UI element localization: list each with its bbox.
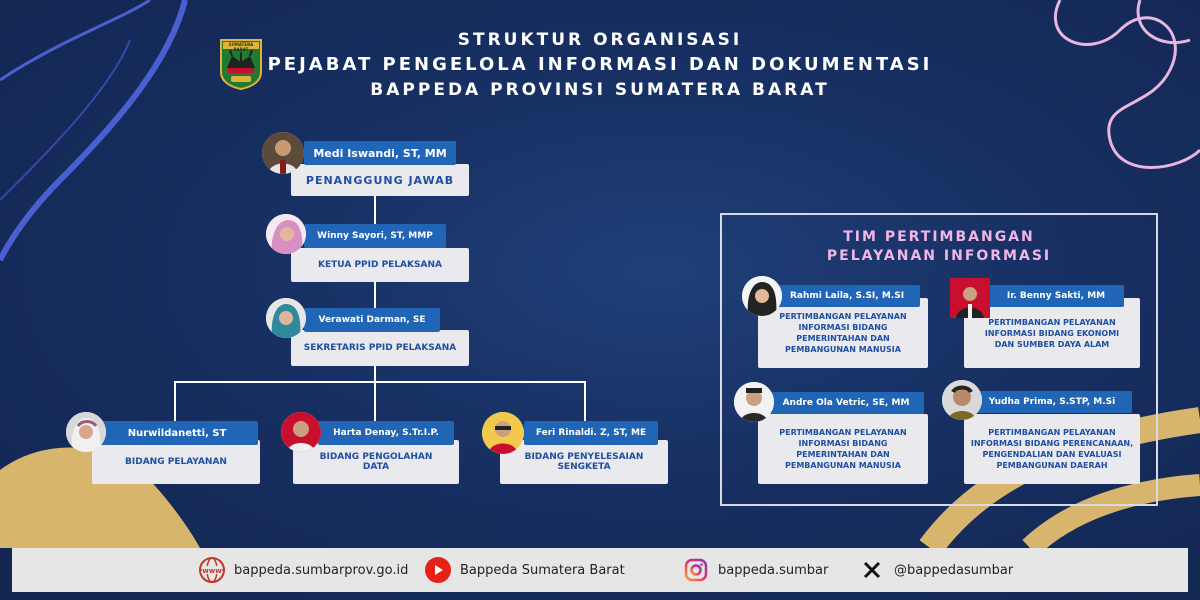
decor-left-curve	[0, 0, 185, 260]
avatar-team-1	[742, 276, 782, 316]
decor-pink-loops	[1055, 0, 1200, 168]
team-card-1-name: Rahmi Laila, S.SI, M.SI	[774, 285, 920, 307]
connector-division-2	[374, 381, 376, 421]
footer-website[interactable]	[198, 548, 408, 592]
team-card-2-name: Ir. Benny Sakti, MM	[988, 285, 1124, 307]
team-card-3-role-line2: INFORMASI BIDANG	[798, 439, 888, 448]
team-card-3-role-line3: PEMERINTAHAN DAN	[796, 450, 890, 459]
team-card-2-role-line3: DAN SUMBER DAYA ALAM	[994, 339, 1110, 349]
avatar-division-1	[66, 412, 106, 452]
org-card-secretary-role: SEKRETARIS PPID PELAKSANA	[291, 330, 469, 366]
org-card-chair-role: KETUA PPID PELAKSANA	[291, 248, 469, 282]
team-card-4-name: Yudha Prima, S.STP, M.Si	[972, 391, 1132, 413]
org-card-division-3-name: Feri Rinaldi. Z, ST, ME	[524, 421, 658, 445]
footer-bar	[12, 548, 1188, 592]
avatar-secretary	[266, 298, 306, 338]
org-card-secretary-name: Verawati Darman, SE	[304, 308, 440, 332]
org-card-division-3-role-line2: SENGKETA	[557, 462, 611, 472]
org-card-division-3-role-line1: BIDANG PENYELESAIAN	[524, 452, 644, 462]
globe-www-icon	[198, 556, 226, 584]
connector-division-1	[174, 381, 176, 421]
avatar-head	[262, 132, 304, 174]
instagram-icon	[682, 556, 710, 584]
org-card-division-3-role	[500, 440, 668, 484]
org-card-division-1-role: BIDANG PELAYANAN	[92, 440, 260, 484]
team-card-1-role-line1: PERTIMBANGAN PELAYANAN	[779, 312, 907, 321]
logo-banner-text: SUMATERA BARAT	[228, 42, 254, 52]
title-line-3: BAPPEDA PROVINSI SUMATERA BARAT	[370, 80, 830, 100]
team-card-3-role-line1: PERTIMBANGAN PELAYANAN	[779, 428, 907, 437]
team-card-3-name: Andre Ola Vetric, SE, MM	[768, 392, 924, 414]
title-line-2: PEJABAT PENGELOLA INFORMASI DAN DOKUMENTASI	[267, 54, 933, 75]
svg-text:www: www	[202, 567, 222, 575]
team-card-4-role-line3: PENGENDALIAN DAN EVALUASI	[982, 450, 1122, 459]
decor-topleft-wave	[0, 0, 150, 80]
team-card-1-role-line3: PEMERINTAHAN DAN	[796, 334, 890, 343]
org-card-division-2-role-line1: BIDANG PENGOLAHAN	[319, 452, 433, 462]
org-card-head-role: PENANGGUNG JAWAB	[291, 164, 469, 196]
org-card-division-2-name: Harta Denay, S.Tr.I.P.	[318, 421, 454, 445]
footer-instagram-text: bappeda.sumbar	[718, 562, 829, 578]
title-line-1: STRUKTUR ORGANISASI	[457, 30, 743, 50]
avatar-team-3	[734, 382, 774, 422]
org-card-division-2-role	[293, 440, 459, 484]
avatar-chair	[266, 214, 306, 254]
team-card-4-role-line4: PEMBANGUNAN DAERAH	[996, 461, 1108, 470]
youtube-icon	[424, 556, 452, 584]
connector-division-3	[584, 381, 586, 421]
avatar-division-2	[281, 412, 321, 452]
avatar-team-2	[950, 278, 990, 318]
footer-youtube[interactable]	[424, 548, 625, 592]
decor-pink-loops-2	[1138, 0, 1190, 43]
connector-secretary-divisions	[374, 366, 376, 382]
team-title-line-2: PELAYANAN INFORMASI	[826, 248, 1052, 264]
team-card-3-role	[758, 414, 928, 484]
footer-x-text: @bappedasumbar	[894, 562, 1014, 578]
avatar-division-3	[482, 412, 524, 454]
team-card-2-role	[964, 298, 1140, 368]
team-card-4-role	[964, 414, 1140, 484]
org-card-head-name: Medi Iswandi, ST, MM	[304, 141, 456, 165]
team-card-3-role-line4: PEMBANGUNAN MANUSIA	[785, 461, 901, 470]
footer-website-text: bappeda.sumbarprov.go.id	[234, 562, 409, 578]
avatar-team-4	[942, 380, 982, 420]
team-title-line-1: TIM PERTIMBANGAN	[843, 229, 1035, 245]
connector-divisions-horizontal	[174, 381, 586, 383]
x-icon	[858, 556, 886, 584]
footer-x[interactable]	[858, 548, 1013, 592]
team-card-2-role-line2: INFORMASI BIDANG EKONOMI	[984, 328, 1120, 338]
team-card-1-role	[758, 298, 928, 368]
footer-instagram[interactable]	[682, 548, 828, 592]
team-card-1-role-line2: INFORMASI BIDANG	[798, 323, 888, 332]
team-card-2-role-line1: PERTIMBANGAN PELAYANAN	[988, 317, 1116, 327]
org-card-division-2-role-line2: DATA	[362, 462, 390, 472]
team-card-4-role-line1: PERTIMBANGAN PELAYANAN	[988, 428, 1116, 437]
team-card-1-role-line4: PEMBANGUNAN MANUSIA	[785, 345, 901, 354]
org-card-chair-name: Winny Sayori, ST, MMP	[304, 224, 446, 248]
team-card-4-role-line2: INFORMASI BIDANG PERENCANAAN,	[970, 439, 1134, 448]
footer-youtube-text: Bappeda Sumatera Barat	[460, 562, 625, 578]
org-card-division-1-name: Nurwildanetti, ST	[96, 421, 258, 445]
